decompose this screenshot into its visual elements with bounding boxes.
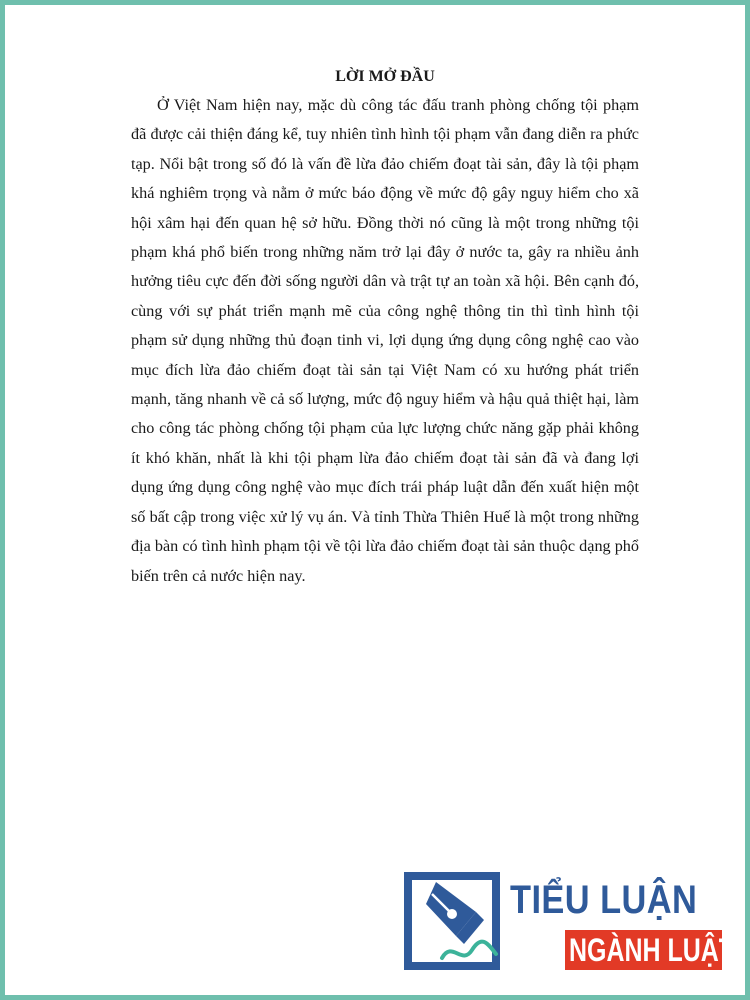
site-logo bbox=[402, 870, 734, 972]
document-page bbox=[131, 63, 639, 591]
logo-subtitle-badge bbox=[565, 930, 734, 970]
logo-subtitle: NGÀNH LUẬT bbox=[569, 932, 734, 968]
document-title: LỜI MỞ ĐẦU bbox=[335, 68, 435, 85]
document-paragraph: Ở Việt Nam hiện nay, mặc dù công tác đấu tranh phòng chống tội phạm đã được cải thiện đáng kể, tuy nhiên tình hình tội phạm vẫn đang diễn ra phức tạp. Nổi bật trong số đó là vấn đề lừa đảo chiếm đoạt tài sản, đây là tội phạm khá nghiêm trọng và nằm ở mức báo động về mức độ gây nguy hiểm cho xã hội xâm hại đến quan hệ sở hữu. Đồng thời nó cũng là một trong những tội phạm khá phổ biến trong những năm trở lại đây ở nước ta, gây ra nhiều ảnh hưởng tiêu cực đến đời sống người dân và trật tự an toàn xã hội. Bên cạnh đó, cùng với sự phát triển mạnh mẽ của công nghệ thông tin thì tình hình tội phạm sử dụng những thủ đoạn tinh vi, lợi dụng ứng dụng công nghệ cao vào mục đích lừa đảo chiếm đoạt tài sản tại Việt Nam có xu hướng phát triển mạnh, tăng nhanh về cả số lượng, mức độ nguy hiểm và hậu quả thiệt hại, làm cho công tác phòng chống tội phạm của lực lượng chức năng gặp phải không ít khó khăn, nhất là khi tội phạm lừa đảo chiếm đoạt tài sản đã và đang lợi dụng ứng dụng công nghệ vào mục đích trái pháp luật dẫn đến xuất hiện một số bất cập trong việc xử lý vụ án. Và tỉnh Thừa Thiên Huế là một trong những địa bàn có tình hình phạm tội về tội lừa đảo chiếm đoạt tài sản thuộc dạng phổ biến trên cả nước hiện nay. bbox=[131, 96, 639, 585]
logo-title: TIỂU LUẬN bbox=[510, 878, 698, 922]
fountain-pen-icon bbox=[402, 870, 502, 972]
